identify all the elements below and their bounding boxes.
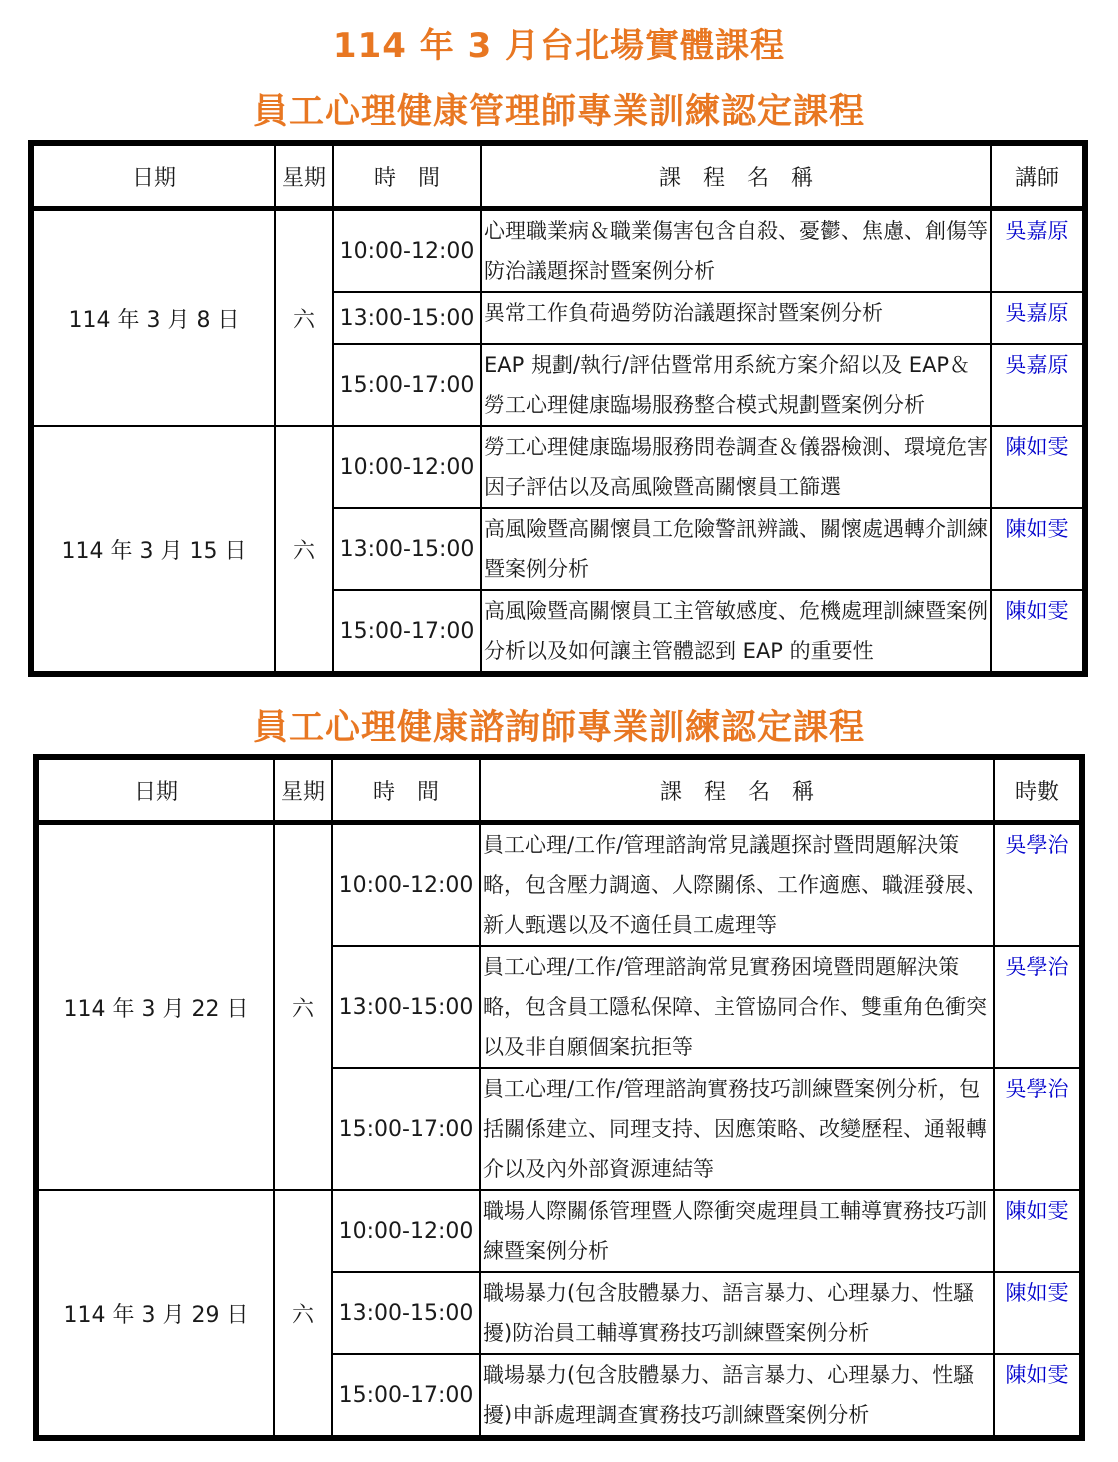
time-cell: 15:00-17:00 [332,1068,480,1190]
header-date: 日期 [36,757,274,823]
time-cell: 13:00-15:00 [332,1272,480,1354]
header-course: 課 程 名 稱 [480,757,994,823]
teacher-cell: 吳嘉原 [991,209,1085,293]
course-cell: 員工心理/工作/管理諮詢常見議題探討暨問題解決策略，包含壓力調適、人際關係、工作適應、職涯發展、新人甄選以及不適任員工處理等 [480,823,994,947]
teacher-cell: 吳嘉原 [991,344,1085,426]
teacher-cell: 陳如雯 [991,508,1085,590]
time-cell: 10:00-12:00 [333,209,481,293]
table-row [31,426,1085,508]
table-header-row [31,143,1085,209]
course2-title: 員工心理健康諮詢師專業訓練認定課程 [252,708,865,748]
time-cell: 13:00-15:00 [333,292,481,344]
header-date: 日期 [31,143,275,209]
schedule-table-2 [33,754,1085,1441]
time-cell: 10:00-12:00 [332,823,480,947]
course-cell: 職場暴力(包含肢體暴力、語言暴力、心理暴力、性騷擾)申訴處理調查實務技巧訓練暨案例分析 [480,1354,994,1438]
date-cell: 114 年 3 月 8 日 [31,209,275,427]
date-cell: 114 年 3 月 15 日 [31,426,275,674]
time-cell: 10:00-12:00 [333,426,481,508]
course-cell: 員工心理/工作/管理諮詢實務技巧訓練暨案例分析，包括關係建立、同理支持、因應策略、改變歷程、通報轉介以及內外部資源連結等 [480,1068,994,1190]
time-cell: 15:00-17:00 [333,590,481,674]
course-cell: EAP 規劃/執行/評估暨常用系統方案介紹以及 EAP＆勞工心理健康臨場服務整合模式規劃暨案例分析 [481,344,991,426]
course-cell: 員工心理/工作/管理諮詢常見實務困境暨問題解決策略，包含員工隱私保障、主管協同合作、雙重角色衝突以及非自願個案抗拒等 [480,946,994,1068]
course1-title: 員工心理健康管理師專業訓練認定課程 [252,92,865,132]
dow-cell: 六 [274,823,332,1191]
course-cell: 勞工心理健康臨場服務問卷調查＆儀器檢測、環境危害因子評估以及高風險暨高關懷員工篩選 [481,426,991,508]
table-row [36,823,1082,947]
header-course: 課 程 名 稱 [481,143,991,209]
teacher-cell: 吳學治 [994,823,1082,947]
time-cell: 13:00-15:00 [332,946,480,1068]
teacher-cell: 吳學治 [994,946,1082,1068]
course-cell: 異常工作負荷過勞防治議題探討暨案例分析 [481,292,991,344]
dow-cell: 六 [275,209,333,427]
date-cell: 114 年 3 月 22 日 [36,823,274,1191]
teacher-cell: 陳如雯 [991,590,1085,674]
dow-cell: 六 [274,1190,332,1438]
teacher-cell: 陳如雯 [994,1354,1082,1438]
time-cell: 15:00-17:00 [332,1354,480,1438]
course-cell: 心理職業病＆職業傷害包含自殺、憂鬱、焦慮、創傷等防治議題探討暨案例分析 [481,209,991,293]
teacher-cell: 陳如雯 [994,1272,1082,1354]
dow-cell: 六 [275,426,333,674]
main-title: 114 年 3 月台北場實體課程 [332,26,786,66]
course-cell: 職場暴力(包含肢體暴力、語言暴力、心理暴力、性騷擾)防治員工輔導實務技巧訓練暨案例分析 [480,1272,994,1354]
header-dow: 星期 [274,757,332,823]
table-header-row [36,757,1082,823]
time-cell: 13:00-15:00 [333,508,481,590]
teacher-cell: 吳學治 [994,1068,1082,1190]
table-row [31,209,1085,293]
teacher-cell: 陳如雯 [991,426,1085,508]
header-dow: 星期 [275,143,333,209]
course-cell: 高風險暨高關懷員工危險警訊辨識、關懷處遇轉介訓練暨案例分析 [481,508,991,590]
header-time: 時 間 [332,757,480,823]
teacher-cell: 吳嘉原 [991,292,1085,344]
header-teacher: 講師 [991,143,1085,209]
schedule-table-1 [28,140,1088,677]
time-cell: 15:00-17:00 [333,344,481,426]
table-row [36,1190,1082,1272]
header-time: 時 間 [333,143,481,209]
teacher-cell: 陳如雯 [994,1190,1082,1272]
date-cell: 114 年 3 月 29 日 [36,1190,274,1438]
time-cell: 10:00-12:00 [332,1190,480,1272]
course-cell: 職場人際關係管理暨人際衝突處理員工輔導實務技巧訓練暨案例分析 [480,1190,994,1272]
course-cell: 高風險暨高關懷員工主管敏感度、危機處理訓練暨案例分析以及如何讓主管體認到 EAP 的重要性 [481,590,991,674]
header-teacher: 時數 [994,757,1082,823]
